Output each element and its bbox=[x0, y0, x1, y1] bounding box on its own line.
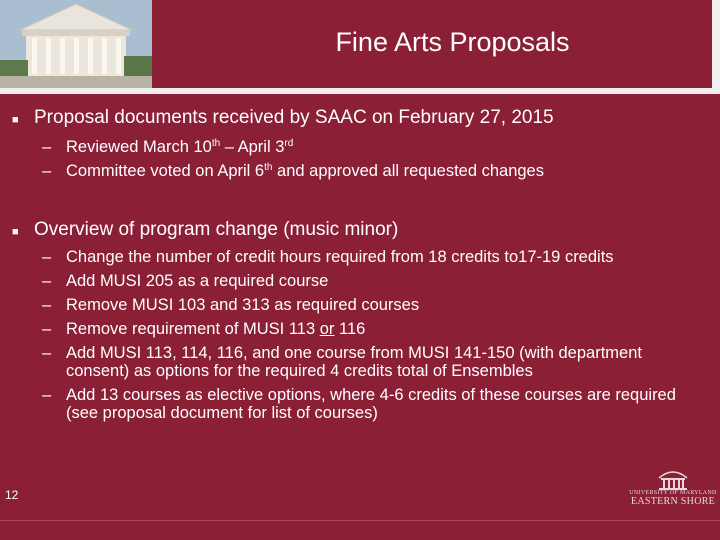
bullet-text: Proposal documents received by SAAC on February 27, 2015 bbox=[34, 107, 554, 128]
sub-bullet-item: – Remove MUSI 103 and 313 as required courses bbox=[42, 296, 420, 314]
header-divider bbox=[0, 88, 720, 94]
slide-number: 12 bbox=[5, 488, 19, 502]
square-bullet-icon: ■ bbox=[12, 226, 19, 238]
sub-bullet-item: – Remove requirement of MUSI 113 or 116 bbox=[42, 320, 366, 338]
logo-line-1: UNIVERSITY OF MARYLAND bbox=[629, 490, 717, 496]
university-logo bbox=[628, 466, 718, 526]
sub-bullet-item: – Add 13 courses as elective options, where 4-6 credits of these courses are required (see proposal document for list of courses) bbox=[42, 386, 676, 422]
sub-bullet-item: – Add MUSI 205 as a required course bbox=[42, 272, 329, 290]
sub-bullet-list bbox=[10, 248, 710, 422]
sub-bullet-item: – Reviewed March 10th – April 3rd bbox=[42, 138, 294, 156]
building-illustration bbox=[0, 0, 152, 88]
bullet-item bbox=[10, 106, 710, 132]
logo-line-2: EASTERN SHORE bbox=[630, 496, 716, 507]
footer-divider bbox=[0, 520, 720, 521]
sub-bullet-item: – Change the number of credit hours required from 18 credits to17-19 credits bbox=[42, 248, 614, 266]
square-bullet-icon: ■ bbox=[12, 114, 19, 126]
university-building-icon bbox=[653, 466, 693, 490]
sub-bullet-item: – Add MUSI 113, 114, 116, and one course from MUSI 141-150 (with department consent) as options for the required 4 credits total of Ensembles bbox=[42, 344, 642, 380]
header-building-photo bbox=[0, 0, 152, 88]
sub-bullet-list bbox=[10, 138, 710, 180]
sub-bullet-item: – Committee voted on April 6th and approved all requested changes bbox=[42, 162, 544, 180]
bullet-text: Overview of program change (music minor) bbox=[34, 219, 399, 240]
slide-content bbox=[10, 106, 710, 422]
bullet-item bbox=[10, 218, 710, 244]
slide-title: Fine Arts Proposals bbox=[335, 27, 570, 57]
